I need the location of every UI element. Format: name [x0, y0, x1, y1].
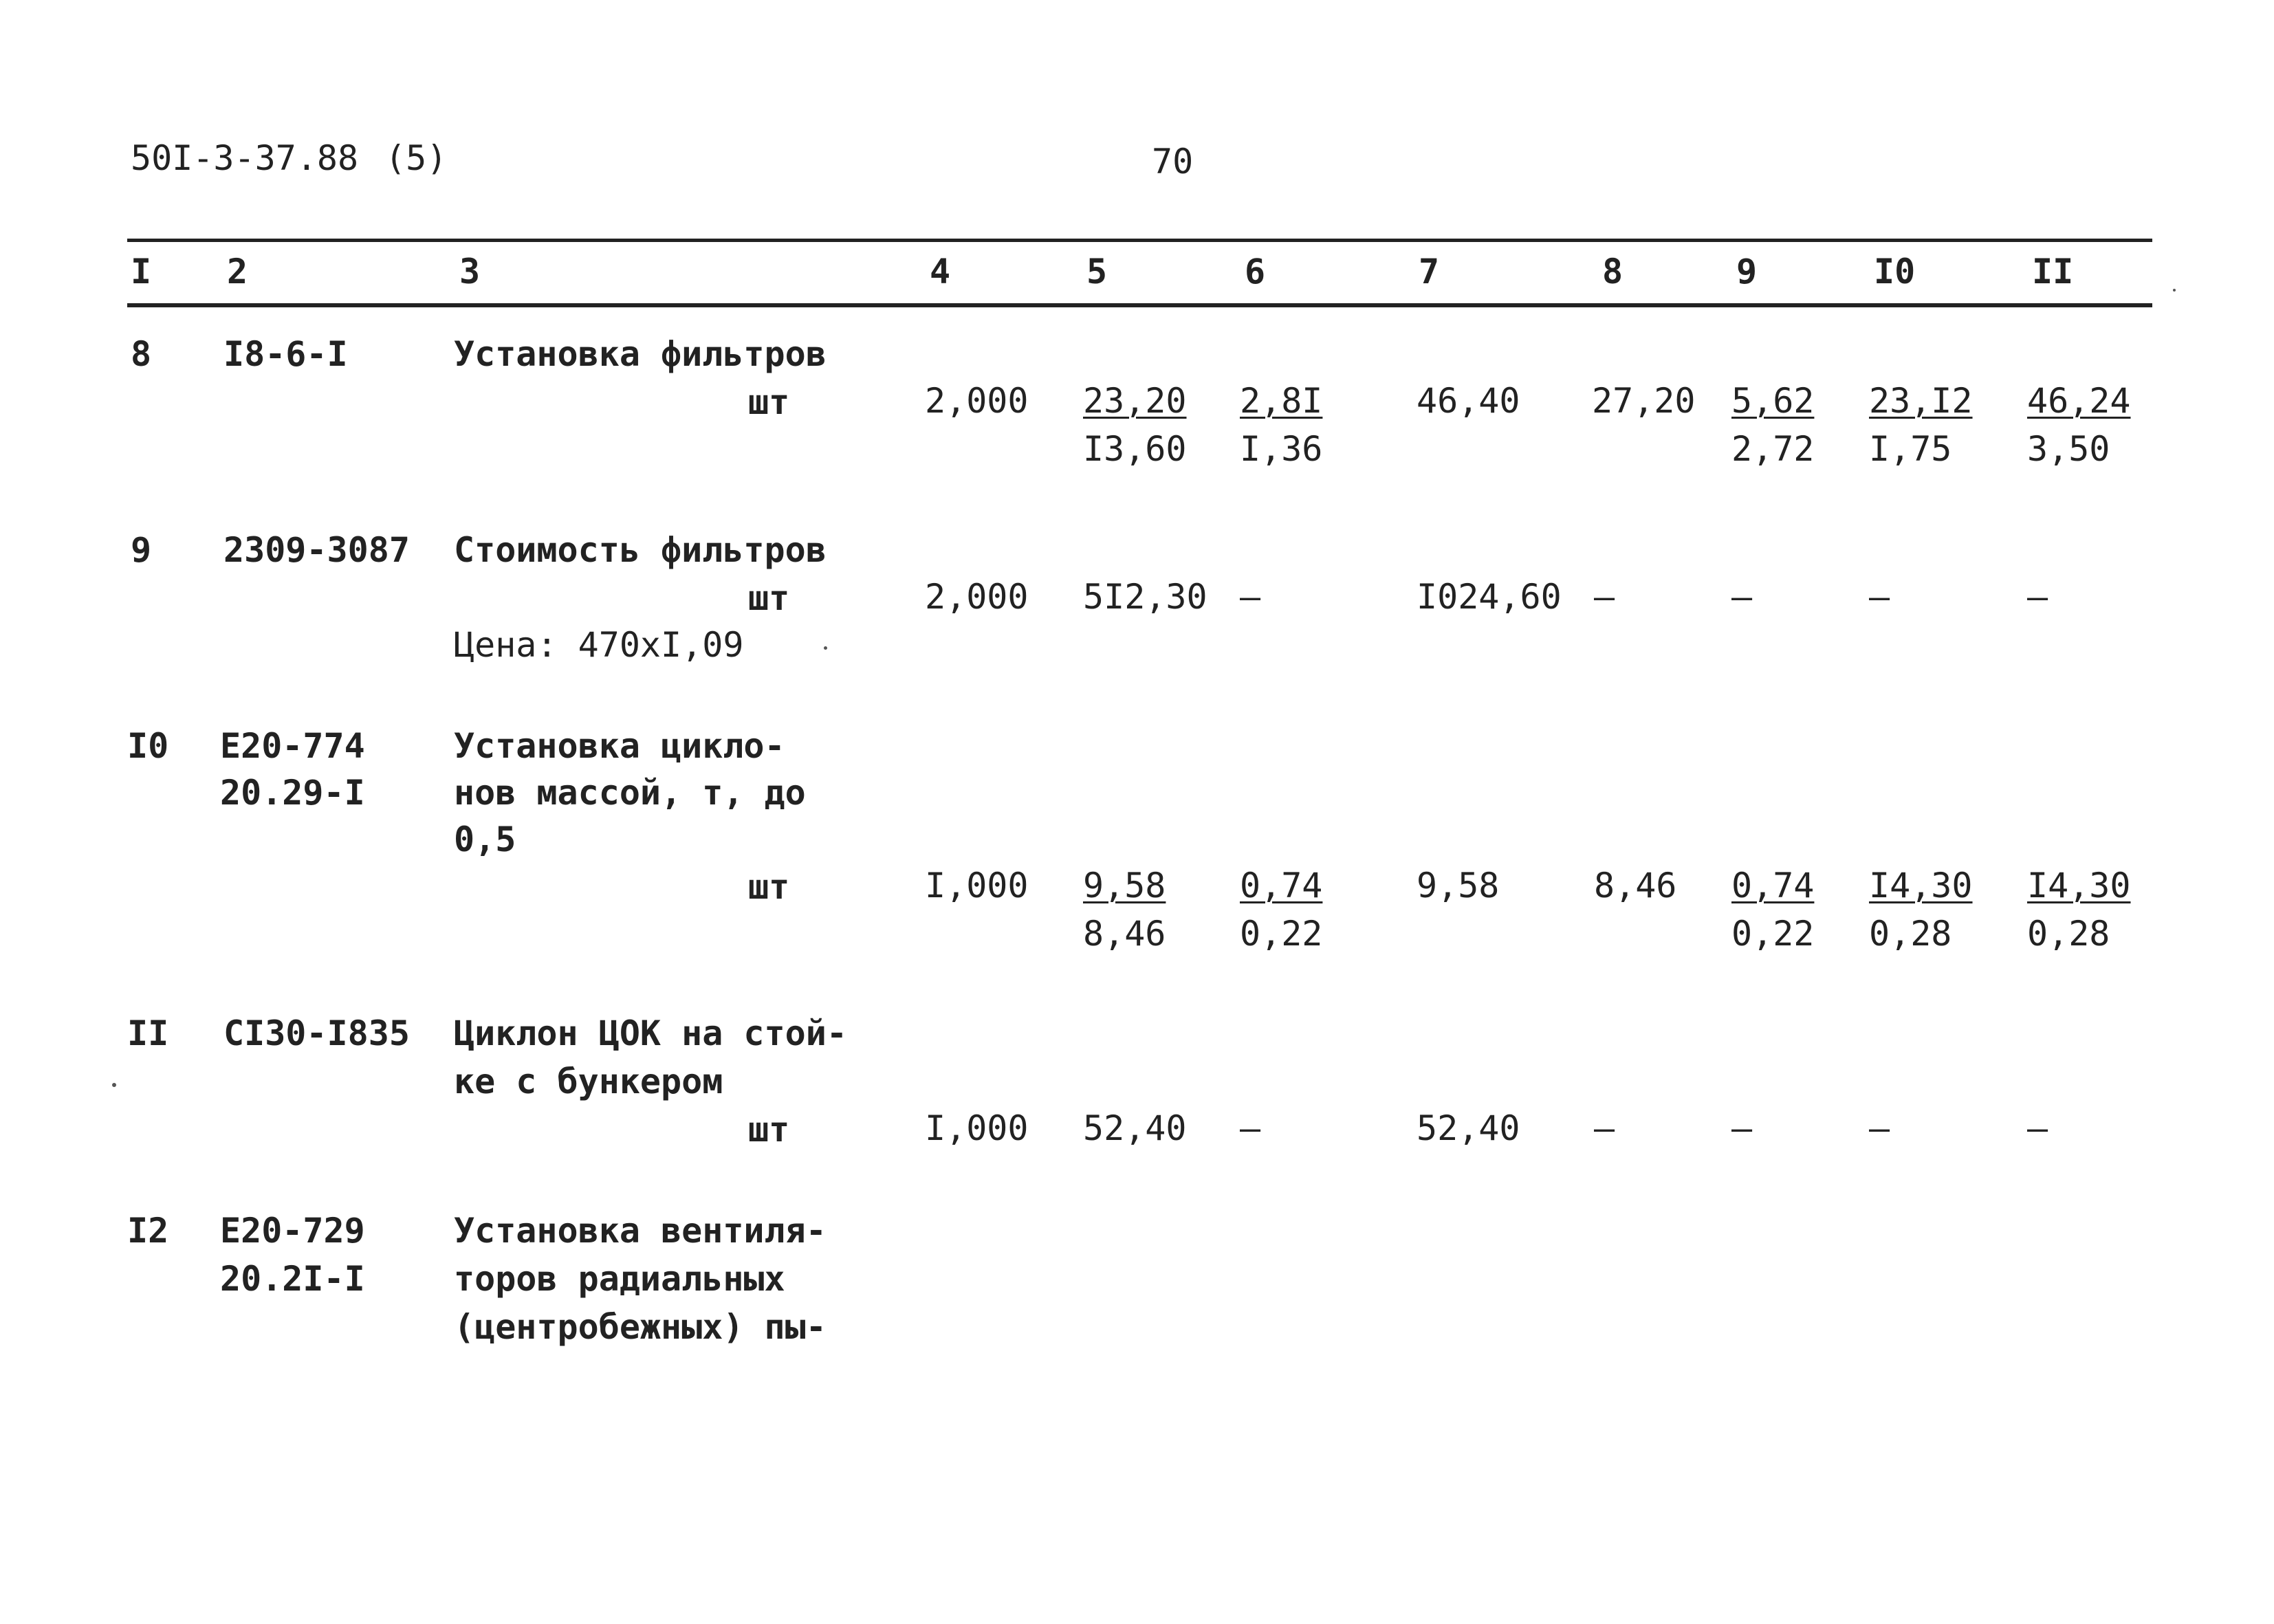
col9-value: –	[1731, 1108, 1753, 1148]
col11-value-top: 46,24	[2027, 381, 2131, 421]
scan-speck	[112, 1083, 116, 1087]
scan-speck	[824, 646, 827, 650]
col7-value: 9,58	[1417, 866, 1500, 906]
col5-value: 52,40	[1083, 1108, 1187, 1148]
column-header-9: 9	[1736, 252, 1758, 292]
col7-value: 46,40	[1417, 381, 1520, 421]
col11-value: –	[2027, 577, 2048, 617]
col5-value-bottom: 8,46	[1083, 914, 1166, 954]
document-part: (5)	[385, 138, 448, 178]
col6-value: –	[1240, 1108, 1261, 1148]
row-description: Установка фильтров	[454, 334, 827, 374]
col6-value-bottom: I,36	[1240, 429, 1323, 469]
row-description-line1: Циклон ЦОК на стой-	[454, 1013, 847, 1053]
row-description-line3: (центробежных) пы-	[454, 1307, 827, 1347]
column-header-6: 6	[1245, 252, 1266, 292]
col10-value: –	[1869, 1108, 1890, 1148]
column-header-3: 3	[459, 252, 481, 292]
column-header-8: 8	[1602, 252, 1623, 292]
col5-value-top: 9,58	[1083, 866, 1166, 906]
col10-value: –	[1869, 577, 1890, 617]
table-header-rule	[127, 303, 2152, 307]
column-header-11: II	[2032, 252, 2074, 292]
row-description-line2: ке с бункером	[454, 1062, 723, 1101]
table-top-rule	[127, 239, 2152, 242]
row-code-line1: E20-774	[220, 726, 365, 766]
scan-speck	[2173, 289, 2176, 292]
col6-value-top: 2,8I	[1240, 381, 1323, 421]
column-header-7: 7	[1419, 252, 1440, 292]
col5-value-top: 23,20	[1083, 381, 1187, 421]
row-number: I2	[127, 1211, 169, 1251]
page-number: 70	[1152, 142, 1194, 182]
col9-value-bottom: 2,72	[1731, 429, 1815, 469]
row-code: 2309-3087	[223, 530, 410, 570]
col6-value-bottom: 0,22	[1240, 914, 1323, 954]
row-number: I0	[127, 726, 169, 766]
col9-value: –	[1731, 577, 1753, 617]
column-header-4: 4	[930, 252, 951, 292]
row-description-line2: нов массой, т, до	[454, 773, 806, 813]
col9-value-bottom: 0,22	[1731, 914, 1815, 954]
row-code-line2: 20.29-I	[220, 773, 365, 813]
row-description-line2: торов радиальных	[454, 1259, 785, 1299]
col9-value-top: 0,74	[1731, 866, 1815, 906]
row-number: 9	[131, 530, 152, 570]
row-unit: шт	[748, 1110, 790, 1150]
column-header-2: 2	[227, 252, 248, 292]
col5-value-bottom: I3,60	[1083, 429, 1187, 469]
row-code: CI30-I835	[223, 1013, 410, 1053]
row-quantity: I,000	[925, 866, 1029, 906]
col5-value: 5I2,30	[1083, 577, 1207, 617]
row-code-line2: 20.2I-I	[220, 1259, 365, 1299]
row-code: I8-6-I	[223, 334, 348, 374]
row-description-line1: Установка цикло-	[454, 726, 785, 766]
col7-value: 52,40	[1417, 1108, 1520, 1148]
row-unit: шт	[748, 867, 790, 907]
column-header-5: 5	[1086, 252, 1108, 292]
row-description-line1: Установка вентиля-	[454, 1211, 827, 1251]
col11-value-bottom: 3,50	[2027, 429, 2110, 469]
col11-value: –	[2027, 1108, 2048, 1148]
col10-value-top: 23,I2	[1869, 381, 1973, 421]
row-price-note: Цена: 470xI,09	[454, 625, 744, 665]
document-code: 50I-3-37.88	[131, 138, 359, 178]
row-unit: шт	[748, 382, 790, 422]
row-code-line1: E20-729	[220, 1211, 365, 1251]
col9-value-top: 5,62	[1731, 381, 1815, 421]
column-header-1: I	[131, 252, 152, 292]
col8-value: 27,20	[1592, 381, 1696, 421]
col10-value-top: I4,30	[1869, 866, 1973, 906]
row-quantity: I,000	[925, 1108, 1029, 1148]
col10-value-bottom: 0,28	[1869, 914, 1952, 954]
col7-value: I024,60	[1417, 577, 1562, 617]
row-description: Стоимость фильтров	[454, 530, 827, 570]
column-header-10: I0	[1874, 252, 1916, 292]
col11-value-bottom: 0,28	[2027, 914, 2110, 954]
row-number: II	[127, 1013, 169, 1053]
row-quantity: 2,000	[925, 577, 1029, 617]
col8-value: –	[1594, 1108, 1615, 1148]
row-description-line3: 0,5	[454, 820, 516, 859]
row-number: 8	[131, 334, 152, 374]
col8-value: –	[1594, 577, 1615, 617]
col6-value-top: 0,74	[1240, 866, 1323, 906]
col11-value-top: I4,30	[2027, 866, 2131, 906]
col8-value: 8,46	[1594, 866, 1677, 906]
row-quantity: 2,000	[925, 381, 1029, 421]
col10-value-bottom: I,75	[1869, 429, 1952, 469]
row-unit: шт	[748, 578, 790, 618]
col6-value: –	[1240, 577, 1261, 617]
